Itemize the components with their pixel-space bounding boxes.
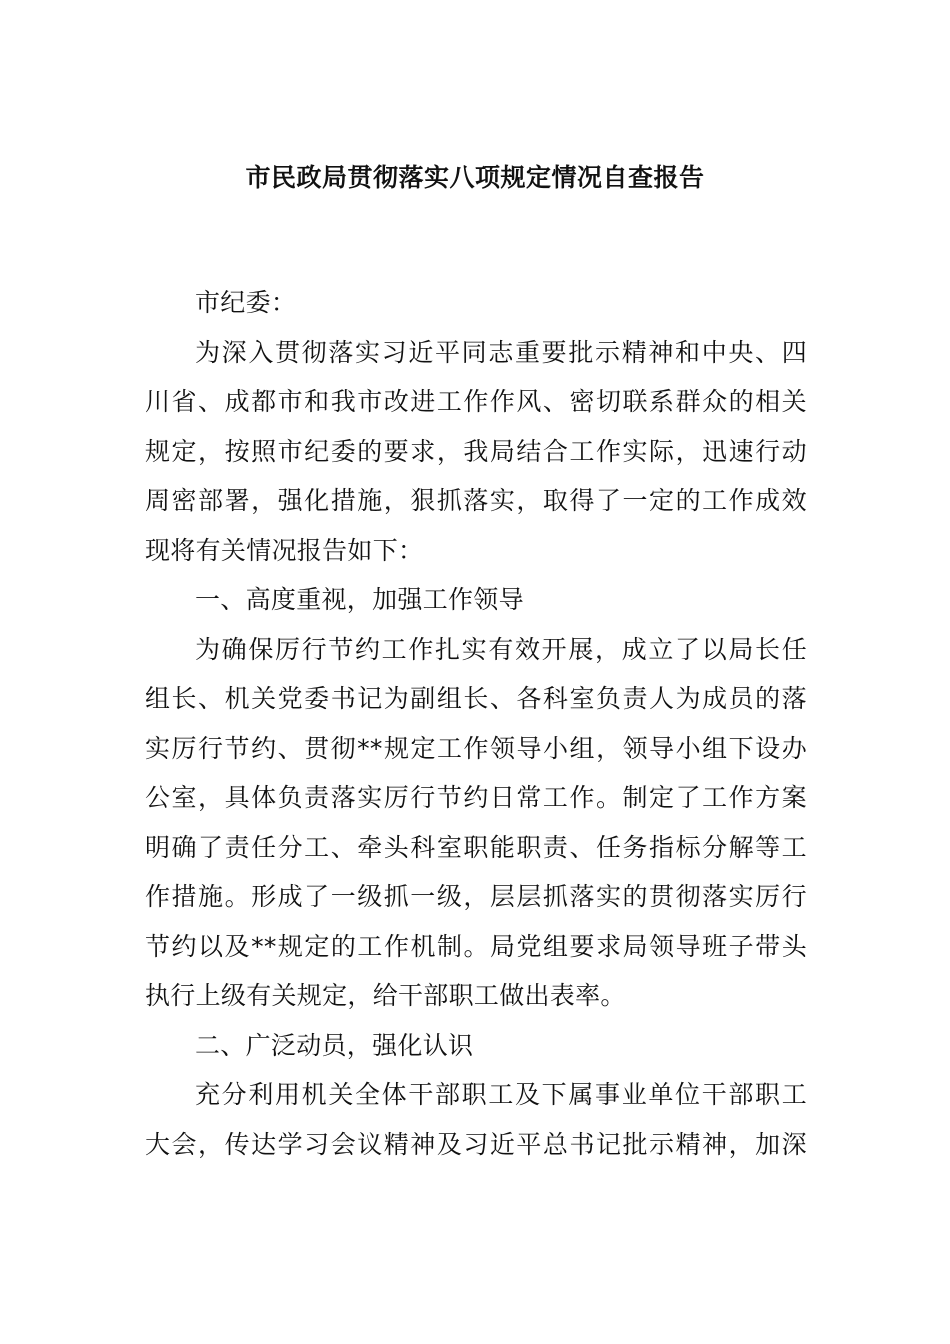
salutation: 市纪委： <box>195 288 297 317</box>
paragraph-line: 节约以及**规定的工作机制。局党组要求局领导班子带头 <box>145 931 807 961</box>
paragraph-line: 实厉行节约、贯彻**规定工作领导小组，领导小组下设办 <box>145 733 807 763</box>
paragraph-line: 为确保厉行节约工作扎实有效开展，成立了以局长任 <box>195 634 807 664</box>
paragraph-line: 执行上级有关规定，给干部职工做出表率。 <box>145 981 626 1010</box>
paragraph-line: 规定，按照市纪委的要求，我局结合工作实际，迅速行动 <box>145 436 807 466</box>
paragraph-line: 周密部署，强化措施，狠抓落实，取得了一定的工作成效 <box>145 486 807 515</box>
paragraph-line: 明确了责任分工、牵头科室职能职责、任务指标分解等工 <box>145 832 807 862</box>
paragraph-line: 组长、机关党委书记为副组长、各科室负责人为成员的落 <box>145 684 807 713</box>
paragraph-line: 作措施。形成了一级抓一级，层层抓落实的贯彻落实厉行 <box>145 882 807 911</box>
section-heading: 二、广泛动员，强化认识 <box>195 1030 474 1060</box>
paragraph-line: 现将有关情况报告如下： <box>145 535 424 565</box>
document-title: 市民政局贯彻落实八项规定情况自查报告 <box>245 163 705 192</box>
document-body <box>145 278 807 1169</box>
paragraph-line: 充分利用机关全体干部职工及下属事业单位干部职工 <box>195 1080 807 1109</box>
section-heading: 一、高度重视，加强工作领导 <box>195 585 524 614</box>
paragraph-line: 为深入贯彻落实习近平同志重要批示精神和中央、四 <box>195 337 807 367</box>
paragraph-line: 大会，传达学习会议精神及习近平总书记批示精神，加深 <box>145 1129 807 1159</box>
paragraph-line: 公室，具体负责落实厉行节约日常工作。制定了工作方案 <box>145 783 807 812</box>
paragraph-line: 川省、成都市和我市改进工作作风、密切联系群众的相关 <box>145 387 807 416</box>
